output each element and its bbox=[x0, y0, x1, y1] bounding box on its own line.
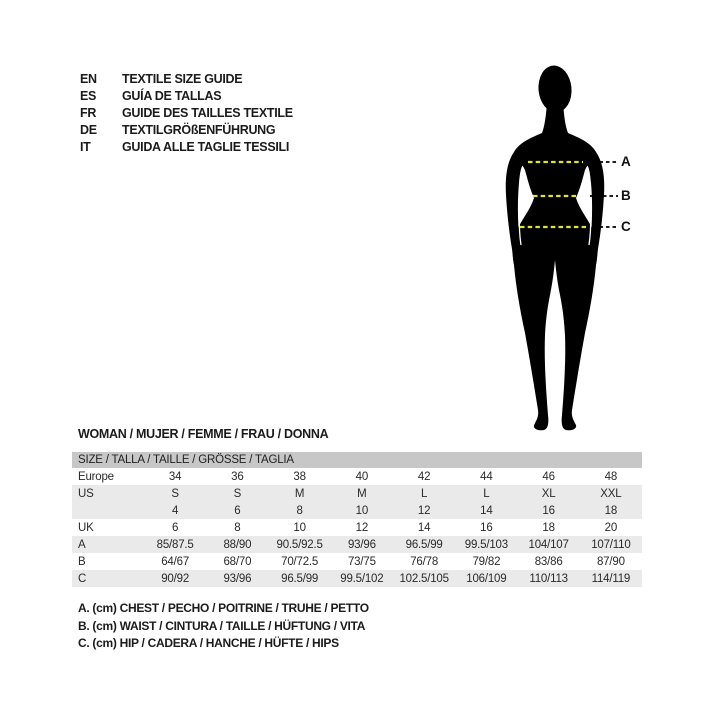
language-guide-title: GUIDA ALLE TAGLIE TESSILI bbox=[122, 139, 290, 154]
size-cell: 76/78 bbox=[410, 555, 439, 568]
category-line: WOMAN / MUJER / FEMME / FRAU / DONNA bbox=[78, 427, 329, 441]
size-cell: 4 bbox=[172, 504, 179, 517]
size-cell: 93/96 bbox=[223, 572, 252, 585]
language-guide-title: GUÍA DE TALLAS bbox=[122, 88, 222, 103]
size-table bbox=[72, 452, 642, 587]
size-cell: 73/75 bbox=[347, 555, 376, 568]
size-cell: S bbox=[171, 487, 179, 500]
language-code: EN bbox=[80, 71, 97, 86]
language-guide-list bbox=[80, 70, 293, 155]
legend-row: B. (cm) WAIST / CINTURA / TAILLE / HÜFTUNG / VITA bbox=[78, 618, 366, 633]
measure-label-b: B bbox=[621, 188, 631, 203]
size-cell: 68/70 bbox=[223, 555, 252, 568]
row-label: C bbox=[78, 572, 87, 585]
size-cell: 83/86 bbox=[534, 555, 563, 568]
size-cell: 6 bbox=[234, 504, 241, 517]
size-cell: 107/110 bbox=[591, 538, 631, 551]
size-cell: 79/82 bbox=[472, 555, 501, 568]
size-cell: 40 bbox=[355, 470, 369, 483]
size-cell: M bbox=[357, 487, 367, 500]
size-cell: 46 bbox=[542, 470, 555, 483]
size-table-row bbox=[72, 485, 642, 502]
size-cell: 110/113 bbox=[529, 572, 568, 585]
size-cell: 99.5/102 bbox=[340, 572, 384, 585]
language-guide-title: TEXTILE SIZE GUIDE bbox=[122, 71, 243, 86]
language-code: IT bbox=[80, 139, 91, 154]
size-cell: 96.5/99 bbox=[281, 572, 319, 585]
language-code: FR bbox=[80, 105, 97, 120]
size-cell: 8 bbox=[234, 521, 241, 534]
row-label: Europe bbox=[78, 470, 114, 483]
language-guide-title: GUIDE DES TAILLES TEXTILE bbox=[122, 105, 293, 120]
size-table-row bbox=[72, 519, 642, 536]
size-cell: XL bbox=[541, 487, 556, 500]
size-cell: 20 bbox=[604, 521, 618, 534]
size-cell: 18 bbox=[604, 504, 618, 517]
legend-row: A. (cm) CHEST / PECHO / POITRINE / TRUHE / PETTO bbox=[78, 601, 369, 615]
measurement-legend bbox=[78, 600, 369, 653]
size-cell: 106/109 bbox=[466, 572, 507, 585]
woman-silhouette-figure bbox=[460, 55, 670, 435]
size-cell: L bbox=[483, 487, 490, 500]
language-guide-row bbox=[80, 121, 293, 138]
size-cell: 104/107 bbox=[528, 538, 569, 551]
size-table-row bbox=[72, 536, 642, 553]
language-code: ES bbox=[80, 88, 97, 103]
size-cell: L bbox=[421, 487, 428, 500]
size-cell: S bbox=[233, 487, 242, 500]
size-cell: 87/90 bbox=[596, 555, 625, 568]
size-cell: 8 bbox=[296, 504, 303, 517]
size-cell: 14 bbox=[480, 504, 493, 517]
size-cell: 85/87.5 bbox=[156, 538, 194, 551]
size-table-row bbox=[72, 468, 642, 485]
measure-label-c: C bbox=[621, 219, 631, 234]
size-cell: 36 bbox=[231, 470, 244, 483]
size-table-row bbox=[72, 553, 642, 570]
size-table-header: SIZE / TALLA / TAILLE / GRÖSSE / TAGLIA bbox=[72, 452, 642, 468]
size-cell: 10 bbox=[355, 504, 369, 517]
size-cell: 18 bbox=[542, 521, 555, 534]
size-cell: M bbox=[294, 487, 305, 500]
size-cell: 38 bbox=[293, 470, 306, 483]
size-cell: 64/67 bbox=[161, 555, 190, 568]
language-guide-row bbox=[80, 70, 293, 87]
size-cell: 90/92 bbox=[161, 572, 190, 585]
size-cell: 96.5/99 bbox=[405, 538, 443, 551]
size-cell: 16 bbox=[542, 504, 555, 517]
size-cell: 6 bbox=[172, 521, 179, 534]
row-label: A bbox=[78, 538, 86, 551]
size-cell: XXL bbox=[600, 487, 622, 500]
size-cell: 93/96 bbox=[347, 538, 376, 551]
size-table-row bbox=[72, 570, 642, 587]
row-label: B bbox=[78, 555, 86, 568]
language-guide-title: TEXTILGRÖßENFÜHRUNG bbox=[122, 122, 276, 137]
language-code: DE bbox=[80, 122, 97, 137]
woman-silhouette-svg bbox=[460, 55, 670, 435]
language-guide-row bbox=[80, 87, 293, 104]
language-guide-row bbox=[80, 138, 293, 155]
legend-row: C. (cm) HIP / CADERA / HANCHE / HÜFTE / HIPS bbox=[78, 636, 339, 650]
size-cell: 44 bbox=[480, 470, 493, 483]
size-cell: 48 bbox=[604, 470, 618, 483]
size-cell: 114/119 bbox=[591, 572, 631, 585]
size-cell: 90.5/92.5 bbox=[276, 538, 323, 551]
size-cell: 42 bbox=[417, 470, 431, 483]
size-cell: 34 bbox=[168, 470, 182, 483]
size-cell: 88/90 bbox=[223, 538, 252, 551]
size-cell: 16 bbox=[480, 521, 493, 534]
language-guide-row bbox=[80, 104, 293, 121]
row-label: US bbox=[78, 487, 94, 500]
measure-label-a: A bbox=[621, 154, 631, 169]
size-cell: 10 bbox=[293, 521, 306, 534]
size-cell: 14 bbox=[417, 521, 431, 534]
size-cell: 12 bbox=[355, 521, 369, 534]
size-cell: 102.5/105 bbox=[399, 572, 449, 585]
row-label: UK bbox=[78, 521, 94, 534]
silhouette-body bbox=[513, 103, 598, 430]
size-cell: 12 bbox=[417, 504, 431, 517]
size-table-row bbox=[72, 502, 642, 519]
size-cell: 70/72.5 bbox=[281, 555, 319, 568]
size-cell: 99.5/103 bbox=[464, 538, 508, 551]
